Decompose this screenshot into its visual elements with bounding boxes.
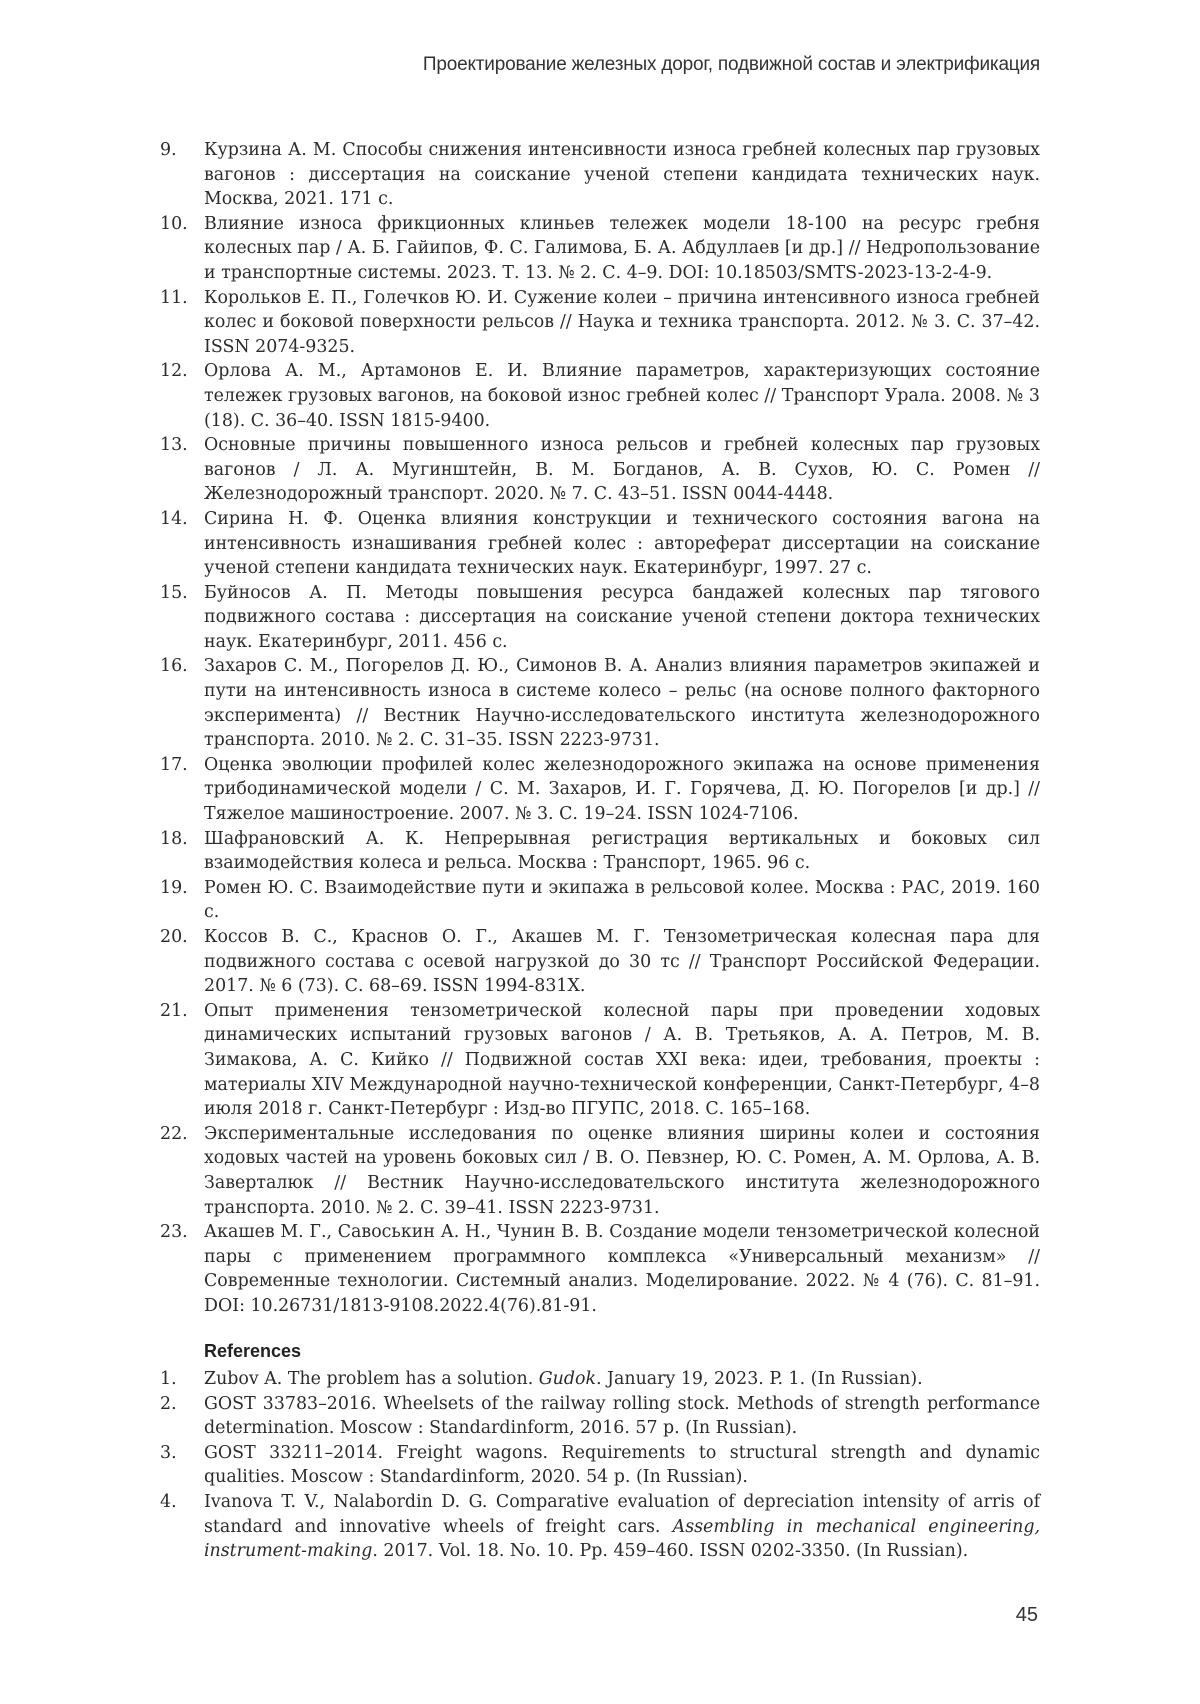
- reference-number: 20.: [160, 927, 188, 947]
- running-header: Проектирование железных дорог, подвижной состав и электрификация: [422, 54, 1040, 75]
- reference-text: Влияние износа фрикционных клиньев тележек модели 18-100 на ресурс гребня колесных пар / А. Б. Гайипов, Ф. С. Галимова, Б. А. Абдуллаев [и др.] // Недропользование и транспортные системы. 2023. Т. 13. № 2. С. 4–9. DOI: 10.18503/SMTS-2023-13-2-4-9.: [204, 213, 1040, 283]
- reference-text: [204, 1441, 1040, 1490]
- reference-text: Корольков Е. П., Голечков Ю. И. Сужение колеи – причина интенсивного износа гребней колес и боковой поверхности рельсов // Наука и техника транспорта. 2012. № 3. С. 37–42. ISSN 2074-9325.: [204, 287, 1040, 357]
- reference-text-part: Zubov A. The problem has a solution.: [204, 1369, 539, 1389]
- reference-journal: Assembling in mechanical engineering, instrument-making: [204, 1516, 1040, 1562]
- references-en-list: [160, 1367, 1040, 1564]
- page-number: 45: [1015, 1604, 1038, 1626]
- reference-number: 19.: [160, 877, 188, 898]
- reference-item: [160, 827, 1040, 876]
- reference-number: 15.: [160, 582, 188, 603]
- reference-number: 18.: [160, 828, 188, 849]
- reference-text: Опыт применения тензометрической колесной пары при проведении ходовых динамических испытаний грузовых вагонов / А. В. Третьяков, А. А. Петров, М. В. Зимакова, А. С. Кийко // Подвижной состав XXI века: идеи, требования, проекты : материалы XIV Международной научно-технической конференции, Санкт-Петербург, 4–8 июля 2018 г. Санкт-Петербург : Изд-во ПГУПС, 2018. С. 165–168.: [204, 1000, 1040, 1120]
- reference-number: 22.: [160, 1123, 188, 1144]
- reference-text: [204, 1367, 1040, 1392]
- reference-item: [160, 212, 1040, 286]
- reference-item: [160, 1122, 1040, 1220]
- reference-item: [160, 1220, 1040, 1318]
- reference-text-part: Ivanova T. V., Nalabordin D. G. Comparative evaluation of depreciation intensity of arris of standard and innovative wheels of freight cars.: [204, 1491, 1040, 1537]
- reference-number: 14.: [160, 508, 188, 529]
- reference-item: [160, 581, 1040, 655]
- reference-text: Акашев М. Г., Савоськин А. Н., Чунин В. В. Создание модели тензометрической колесной пары с применением программного комплекса «Универсальный механизм» // Современные технологии. Системный анализ. Моделирование. 2022. № 4 (76). С. 81–91. DOI: 10.26731/1813-9108.2022.4(76).81-91.: [204, 1222, 1040, 1316]
- reference-item: [160, 654, 1040, 752]
- reference-item: [160, 507, 1040, 581]
- reference-journal: Gudok: [538, 1369, 596, 1389]
- references-heading: References: [204, 1341, 302, 1361]
- reference-number: 1.: [160, 1369, 177, 1389]
- reference-number: 3.: [160, 1442, 177, 1463]
- reference-text-part: GOST 33211–2014. Freight wagons. Requirements to structural strength and dynamic qualities. Moscow : Standardinform, 2020. 54 p. (In Russian).: [204, 1442, 1040, 1488]
- reference-text-part: . January 19, 2023. P. 1. (In Russian).: [595, 1369, 923, 1389]
- reference-item: [160, 286, 1040, 360]
- reference-text: Буйносов А. П. Методы повышения ресурса бандажей колесных пар тягового подвижного состава : диссертация на соискание ученой степени доктора технических наук. Екатеринбург, 2011. 456 с.: [204, 582, 1040, 652]
- reference-number: 23.: [160, 1222, 188, 1243]
- references-ru-list: [160, 138, 1040, 1319]
- reference-number: 4.: [160, 1491, 177, 1512]
- reference-text: [204, 1490, 1040, 1564]
- reference-number: 10.: [160, 213, 188, 234]
- reference-number: 17.: [160, 754, 188, 775]
- reference-text: [204, 1392, 1040, 1441]
- reference-item: [160, 433, 1040, 507]
- reference-item: [160, 1367, 1040, 1392]
- reference-text: Оценка эволюции профилей колес железнодорожного экипажа на основе применения трибодинамической модели / С. М. Захаров, И. Г. Горячева, Д. Ю. Погорелов [и др.] // Тяжелое машиностроение. 2007. № 3. С. 19–24. ISSN 1024-7106.: [204, 754, 1040, 825]
- reference-text-part: . 2017. Vol. 18. No. 10. Pp. 459–460. ISSN 0202-3350. (In Russian).: [372, 1541, 969, 1562]
- reference-text-part: GOST 33783–2016. Wheelsets of the railway rolling stock. Methods of strength performance determination. Moscow : Standardinform, 2016. 57 p. (In Russian).: [204, 1393, 1040, 1439]
- reference-item: [160, 999, 1040, 1122]
- reference-item: [160, 1392, 1040, 1441]
- reference-number: 21.: [160, 1000, 188, 1021]
- reference-text: Ромен Ю. С. Взаимодействие пути и экипажа в рельсовой колее. Москва : РАС, 2019. 160 с.: [204, 877, 1040, 923]
- reference-text: Курзина А. М. Способы снижения интенсивности износа гребней колесных пар грузовых вагонов : диссертация на соискание ученой степени кандидата технических наук. Москва, 2021. 171 с.: [204, 140, 1040, 210]
- reference-item: [160, 1490, 1040, 1564]
- reference-text: Коссов В. С., Краснов О. Г., Акашев М. Г. Тензометрическая колесная пара для подвижного состава с осевой нагрузкой до 30 тс // Транспорт Российской Федерации. 2017. № 6 (73). С. 68–69. ISSN 1994-831X.: [204, 927, 1040, 997]
- reference-text: Орлова А. М., Артамонов Е. И. Влияние параметров, характеризующих состояние тележек грузовых вагонов, на боковой износ гребней колес // Транспорт Урала. 2008. № 3 (18). С. 36–40. ISSN 1815-9400.: [204, 361, 1040, 431]
- reference-text: Экспериментальные исследования по оценке влияния ширины колеи и состояния ходовых частей на уровень боковых сил / В. О. Певзнер, Ю. С. Ромен, А. М. Орлова, А. В. Заверталюк // Вестник Научно-исследовательского института железнодорожного транспорта. 2010. № 2. С. 39–41. ISSN 2223-9731.: [204, 1123, 1040, 1218]
- reference-item: [160, 359, 1040, 433]
- reference-item: [160, 138, 1040, 212]
- reference-number: 11.: [160, 287, 188, 308]
- reference-item: [160, 753, 1040, 827]
- reference-text: Захаров С. М., Погорелов Д. Ю., Симонов В. А. Анализ влияния параметров экипажей и пути на интенсивность износа в системе колесо – рельс (на основе полного факторного эксперимента) // Вестник Научно-исследовательского института железнодорожного транспорта. 2010. № 2. С. 31–35. ISSN 2223-9731.: [204, 656, 1040, 751]
- reference-text: Основные причины повышенного износа рельсов и гребней колесных пар грузовых вагонов / Л. А. Мугинштейн, В. М. Богданов, А. В. Сухов, Ю. С. Ромен // Железнодорожный транспорт. 2020. № 7. С. 43–51. ISSN 0044-4448.: [204, 435, 1040, 505]
- reference-number: 2.: [160, 1393, 177, 1414]
- reference-item: [160, 1441, 1040, 1490]
- reference-number: 9.: [160, 140, 177, 160]
- reference-item: [160, 925, 1040, 999]
- reference-text: Сирина Н. Ф. Оценка влияния конструкции и технического состояния вагона на интенсивность изнашивания гребней колес : автореферат диссертации на соискание ученой степени кандидата технических наук. Екатеринбург, 1997. 27 с.: [204, 508, 1040, 579]
- reference-number: 12.: [160, 361, 188, 382]
- reference-text: Шафрановский А. К. Непрерывная регистрация вертикальных и боковых сил взаимодействия колеса и рельса. Москва : Транспорт, 1965. 96 с.: [204, 828, 1040, 874]
- reference-number: 16.: [160, 656, 188, 677]
- reference-number: 13.: [160, 435, 188, 456]
- reference-item: [160, 876, 1040, 925]
